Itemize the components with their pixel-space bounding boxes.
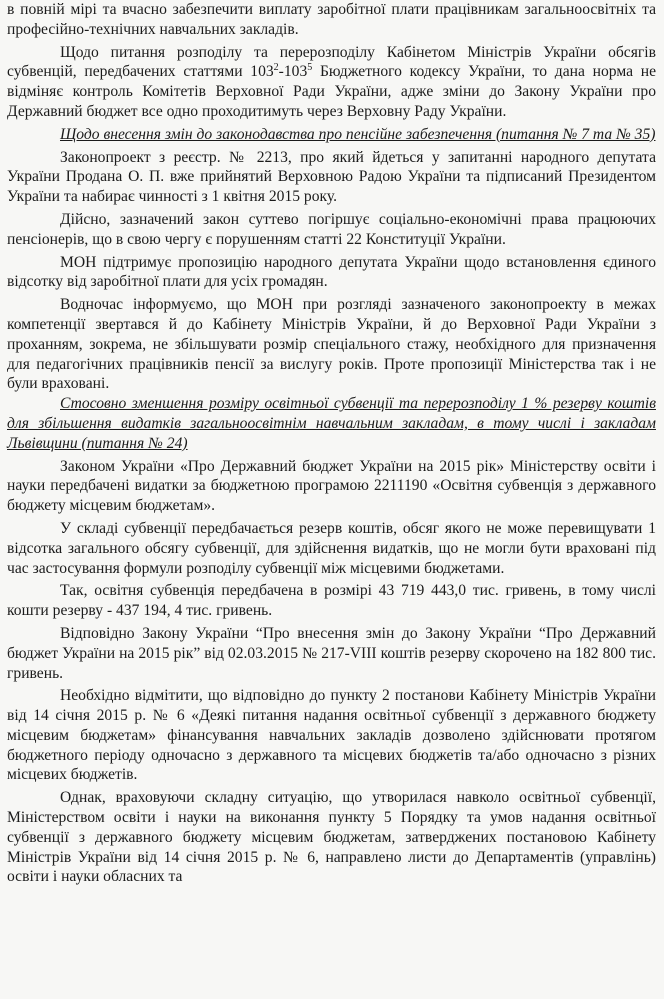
paragraph-1: в повній мірі та вчасно забезпечити виплату заробітної плати працівникам загальноосвітніх та професійно-технічних навчальних закладів. bbox=[7, 1, 656, 38]
paragraph-7: Законом України «Про Державний бюджет України на 2015 рік» Міністерству освіти і науки передбачені видатки за бюджетною програмою 2211190 «Освітня субвенція з державного бюджету місцевим бюджетам». bbox=[7, 457, 656, 515]
paragraph-2-text-b: -103 bbox=[278, 63, 308, 81]
paragraph-3: Законопроект з реєстр. № 2213, про який йдеться у запитанні народного депутата України Продана О. П. вже прийнятий Верховною Радою України та підписаний Президентом України та набирає чинності з 1 квітня 2015 року. bbox=[7, 148, 656, 206]
paragraph-5: МОН підтримує пропозицію народного депутата України щодо встановлення єдиного відсотку від заробітної плати для усіх громадян. bbox=[7, 253, 656, 291]
superscript-2: 2 bbox=[273, 62, 279, 74]
paragraph-11: Необхідно відмітити, що відповідно до пункту 2 постанови Кабінету Міністрів України від 14 січня 2015 р. № 6 «Деякі питання надання освітньої субвенції з державного бюджету місцевим бюджетам» фінансування навчальних закладів дозволено здійснювати протягом бюджетного періоду одночасно з державного та місцевих бюджетів та/або одночасно з різних місцевих бюджетів. bbox=[7, 687, 656, 784]
paragraph-8: У складі субвенції передбачається резерв коштів, обсяг якого не може перевищувати 1 відсотка загального обсягу субвенції, для здійснення видатків, що не могли бути враховані під час застосування формули розподілу субвенції між місцевими бюджетами. bbox=[7, 519, 656, 577]
paragraph-9: Так, освітня субвенція передбачена в розмірі 43 719 443,0 тис. гривень, в тому числі кошти резерву - 437 194, 4 тис. гривень. bbox=[7, 582, 656, 620]
paragraph-10: Відповідно Закону України “Про внесення змін до Закону України “Про Державний бюджет України на 2015 рік” від 02.03.2015 № 217-VIII коштів резерву скорочено на 182 800 тис. гривень. bbox=[7, 624, 656, 682]
section-heading-subvention: Стосовно зменшення розміру освітньої субвенції та перерозподілу 1 % резерву коштів для збільшення видатків загальноосвітнім навчальним закладам, в тому числі і закладам Львівщини (питання № 24) bbox=[7, 395, 656, 452]
paragraph-2-text-a: Щодо питання розподілу та перерозподілу Кабінетом Міністрів України обсягів субвенцій, передбачених статтями 103 bbox=[7, 43, 656, 81]
paragraph-6: Водночас інформуємо, що МОН при розгляді зазначеного законопроекту в межах компетенції звертався й до Кабінету Міністрів України, й до Верховної Ради України з проханням, зокрема, не збільшувати розмір спеціального стажу, необхідного для призначення для педагогічних працівників пенсії за вислугу років. Проте пропозиції Міністерства так і не були враховані. bbox=[7, 296, 656, 393]
paragraph-12: Однак, враховуючи складну ситуацію, що утворилася навколо освітньої субвенції, Міністерством освіти і науки на виконання пункту 5 Порядку та умов надання освітньої субвенції з державного бюджету місцевим бюджетам, затверджених постановою Кабінету Міністрів України від 14 січня 2015 р. № 6, направлено листи до Департаментів (управлінь) освіти і науки обласних та bbox=[7, 789, 656, 886]
superscript-5: 5 bbox=[307, 62, 313, 74]
paragraph-4: Дійсно, зазначений закон суттево погіршує соціально-економічні права працюючих пенсіонерів, що в свою чергу є порушенням статті 22 Конституції України. bbox=[7, 210, 656, 248]
section-heading-pension: Щодо внесення змін до законодавства про пенсійне забезпечення (питання № 7 та № 35) bbox=[60, 125, 656, 143]
paragraph-2 bbox=[7, 43, 656, 122]
paragraph-2-text-c: Бюджетного кодексу України, то дана норма не відміняє контроль Комітетів Верховної Ради України, адже зміни до Закону України про Державний бюджет все одно проходитимуть через Верховну Раду України. bbox=[7, 63, 656, 120]
